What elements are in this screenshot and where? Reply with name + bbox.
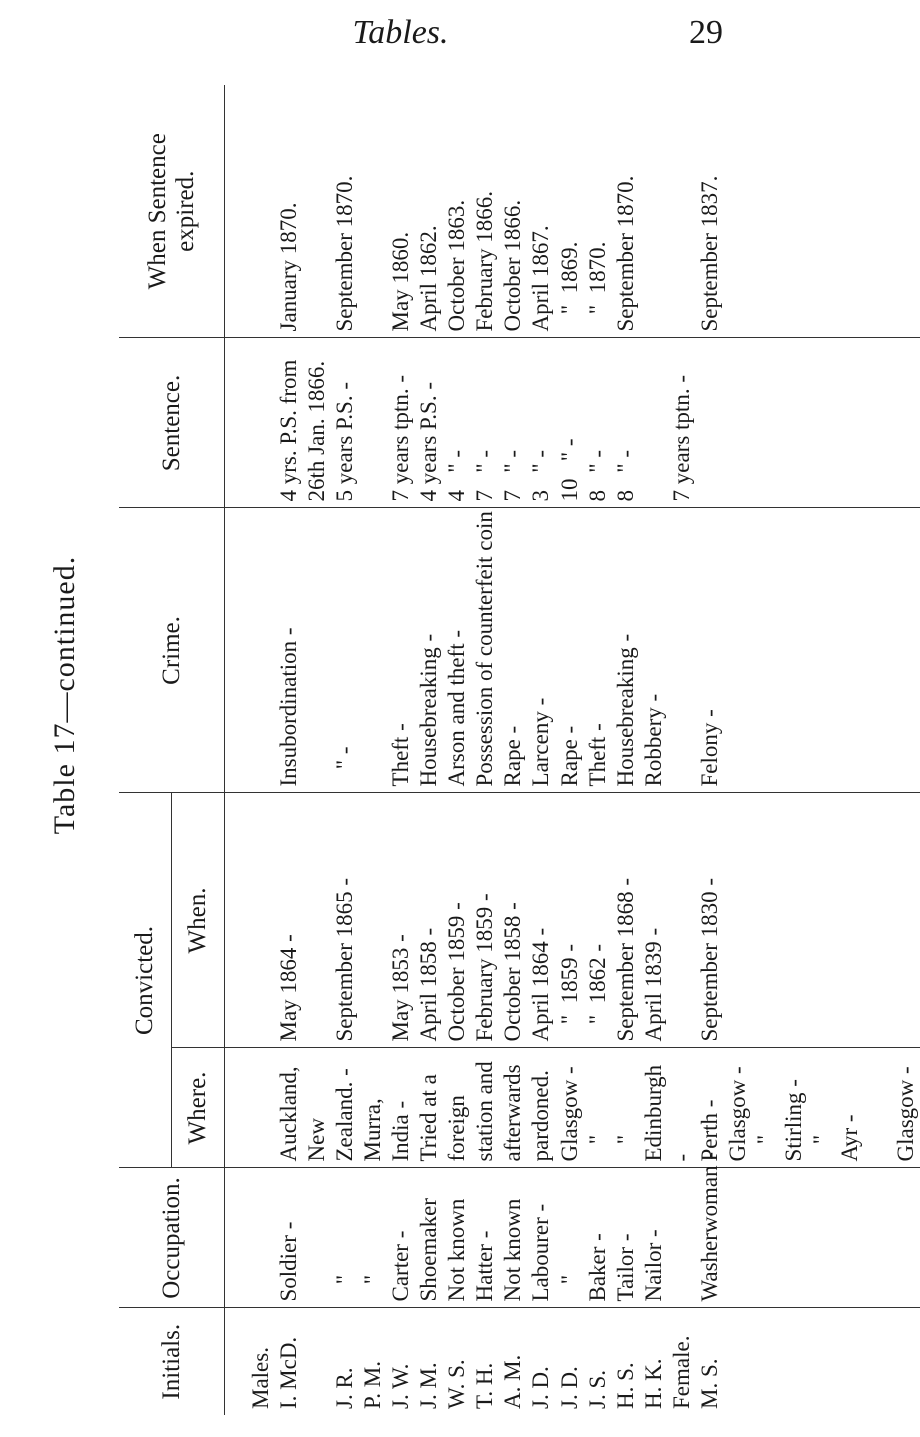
header-sentence: Sentence. [119,338,225,508]
cell-when: May 1864 - September 1865 - May 1853 - April 1858 - October 1859 - February 1859 - October 1858 - April 1864 - " 1859 - " 1862 - September 1868 - April 1839 - September 1830 - [225,793,920,1048]
header-occupation: Occupation. [119,1168,225,1308]
header-convicted: Convicted. [119,793,172,1168]
cell-where: Auckland, New Zealand. - Murra, India - Tried at a foreign station and afterwards pardoned. Glasgow - " " Edinburgh - Perth - Glasgow - " Stirling - " Ayr - Glasgow - [225,1048,920,1168]
cell-initials: Males. I. McD. J. R. P. M. J. W. J. M. W. S. T. H. A. M. J. D. J. D. J. S. H. S. H. K. Female. M. S. [248,1335,722,1409]
header-initials: Initials. [119,1308,225,1415]
convict-table [119,85,920,1415]
header-where: Where. [172,1048,225,1168]
table-frame [119,85,919,1415]
table-row [225,85,920,1415]
header-expired: When Sentence expired. [119,85,225,338]
table-caption [15,555,115,835]
table-caption-text: Table 17—continued. [48,555,81,835]
header-crime: Crime. [119,508,225,793]
running-header-title: Tables. [352,14,449,51]
header-when: When. [172,793,225,1048]
cell-expired: January 1870. September 1870. May 1860. April 1862. October 1863. February 1866. October 1866. April 1867. " 1869. " 1870. September 1870. September 1837. [225,85,920,338]
cell-sentence: 4 yrs. P.S. from 26th Jan. 1866. 5 years P.S. - 7 years tptn. - 4 years P.S. - 4 " - 7 " - 7 " - 3 " - 10 " - 8 " - 8 " - 7 years tptn. - [225,338,920,508]
cell-crime: Insubordination - " - Theft - Housebreaking - Arson and theft - Possession of counterfeit coin Rape - Larceny - Rape - Theft - Housebreaking - Robbery - Felony - [225,508,920,793]
cell-occupation: Soldier - " " Carter - Shoemaker Not known Hatter - Not known Labourer - " Baker - Tailor - Nailor - Washerwoman - [225,1168,920,1308]
page-number: 29 [689,14,723,51]
rotated-table-container [119,85,919,1415]
